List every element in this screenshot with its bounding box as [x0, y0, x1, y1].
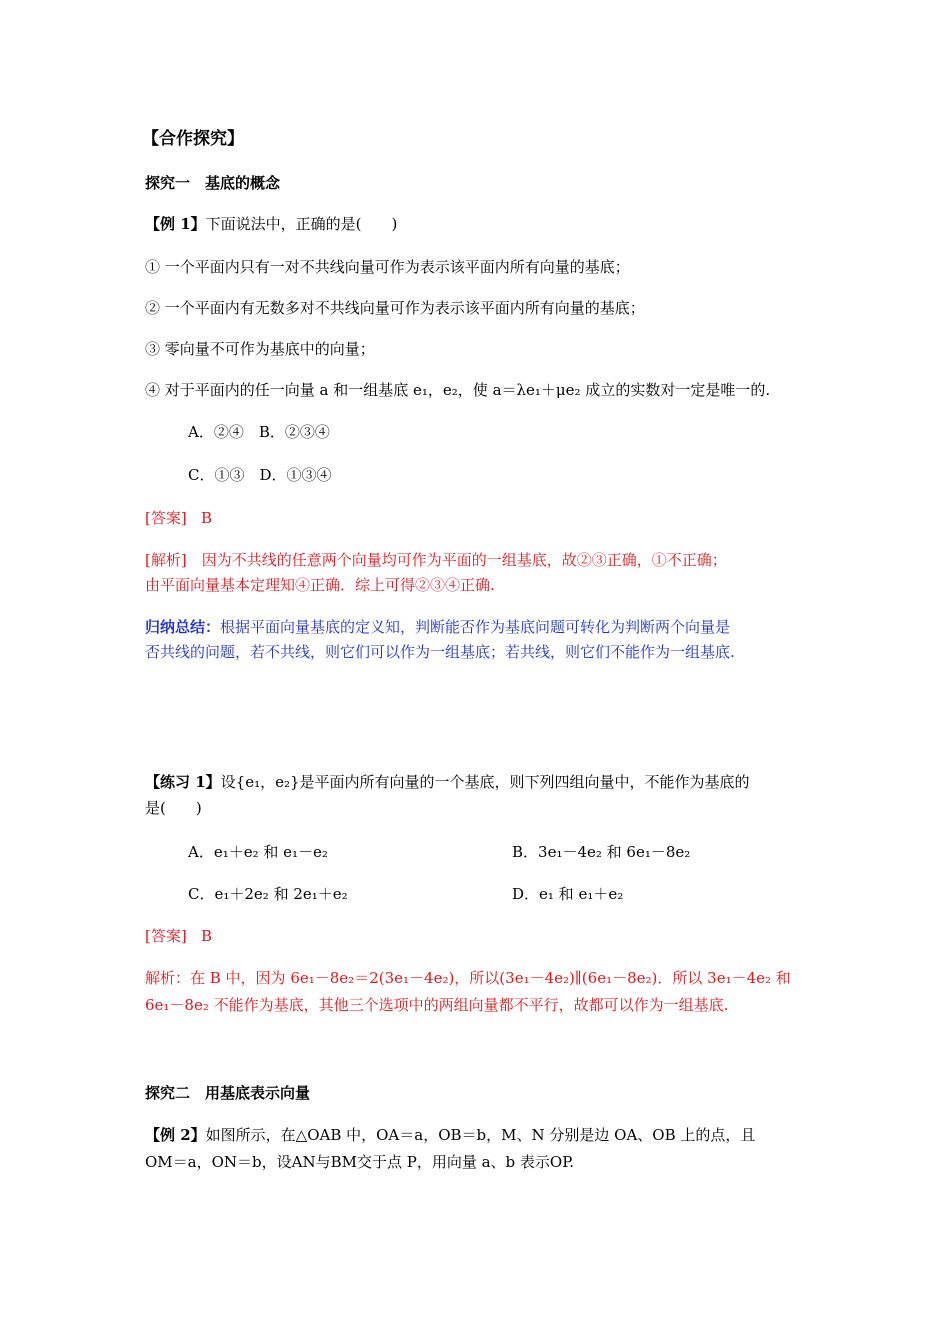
example2-label: 【例 2】: [145, 1126, 206, 1144]
example2-text1: 如图所示，在△OAB 中，OA＝a，OB＝b，M、N 分别是边 OA、OB 上的点，且: [205, 1126, 756, 1144]
practice1-question-text: 设{e₁，e₂}是平面内所有向量的一个基底，则下列四组向量中，不能作为基底的: [220, 773, 750, 791]
example1-answer-value: B: [201, 509, 213, 527]
example1-answer: [145, 507, 212, 529]
practice1-question-line1: [145, 771, 750, 793]
section-title: 【合作探究】: [142, 129, 244, 149]
explore1-title: 探究一 基底的概念: [145, 174, 281, 192]
example1-question-text: 下面说法中，正确的是( ): [205, 215, 398, 233]
practice1-option-b: B．3e₁－4e₂ 和 6e₁－8e₂: [512, 843, 691, 861]
summary-line2: 否共线的问题，若不共线，则它们可以作为一组基底；若共线，则它们不能作为一组基底.: [145, 643, 735, 661]
statement-2: ② 一个平面内有无数多对不共线向量可作为表示该平面内所有向量的基底；: [145, 299, 645, 317]
summary-text1: 根据平面向量基底的定义知，判断能否作为基底问题可转化为判断两个向量是: [220, 618, 731, 636]
example1-question: [145, 213, 397, 235]
practice1-option-c: C．e₁＋2e₂ 和 2e₁＋e₂: [188, 885, 348, 903]
statement-3: ③ 零向量不可作为基底中的向量；: [145, 340, 375, 358]
practice1-analysis-line1: 解析：在 B 中，因为 6e₁－8e₂＝2(3e₁－4e₂)，所以(3e₁－4e₂)∥(6e₁－8e₂)．所以 3e₁－4e₂ 和: [145, 969, 791, 987]
statement-1: ① 一个平面内只有一对不共线向量可作为表示该平面内所有向量的基底；: [145, 258, 630, 276]
example1-analysis-line2: 由平面向量基本定理知④正确．综上可得②③④正确.: [145, 576, 495, 594]
summary-label: 归纳总结：: [145, 618, 221, 636]
practice1-question-line2: 是( ): [145, 799, 202, 817]
practice1-option-d: D．e₁ 和 e₁＋e₂: [512, 885, 624, 903]
example1-label: 【例 1】: [145, 215, 206, 233]
summary-line1: [145, 616, 730, 638]
practice1-analysis-line2: 6e₁－8e₂ 不能作为基底，其他三个选项中的两组向量都不平行，故都可以作为一组基底.: [145, 996, 729, 1014]
example1-options-row2: C．①③ D．①③④: [188, 466, 332, 484]
explore2-title: 探究二 用基底表示向量: [145, 1084, 311, 1102]
practice1-answer-label: [答案]: [145, 927, 187, 945]
statement-4: ④ 对于平面内的任一向量 a 和一组基底 e₁，e₂，使 a＝λe₁＋μe₂ 成立的实数对一定是唯一的.: [145, 381, 771, 399]
practice1-answer: [145, 925, 212, 947]
example1-options-row1: A．②④ B．②③④: [188, 423, 330, 441]
practice1-answer-value: B: [201, 927, 213, 945]
practice1-option-a: A．e₁＋e₂ 和 e₁－e₂: [188, 843, 328, 861]
example2-line1: [145, 1124, 755, 1146]
example1-answer-label: [答案]: [145, 509, 187, 527]
example1-analysis-line1: [解析] 因为不共线的任意两个向量均可作为平面的一组基底，故②③正确，①不正确；: [145, 551, 727, 569]
practice1-label: 【练习 1】: [145, 773, 221, 791]
example2-line2: OM＝a，ON＝b，设AN与BM交于点 P，用向量 a、b 表示OP.: [145, 1153, 575, 1171]
